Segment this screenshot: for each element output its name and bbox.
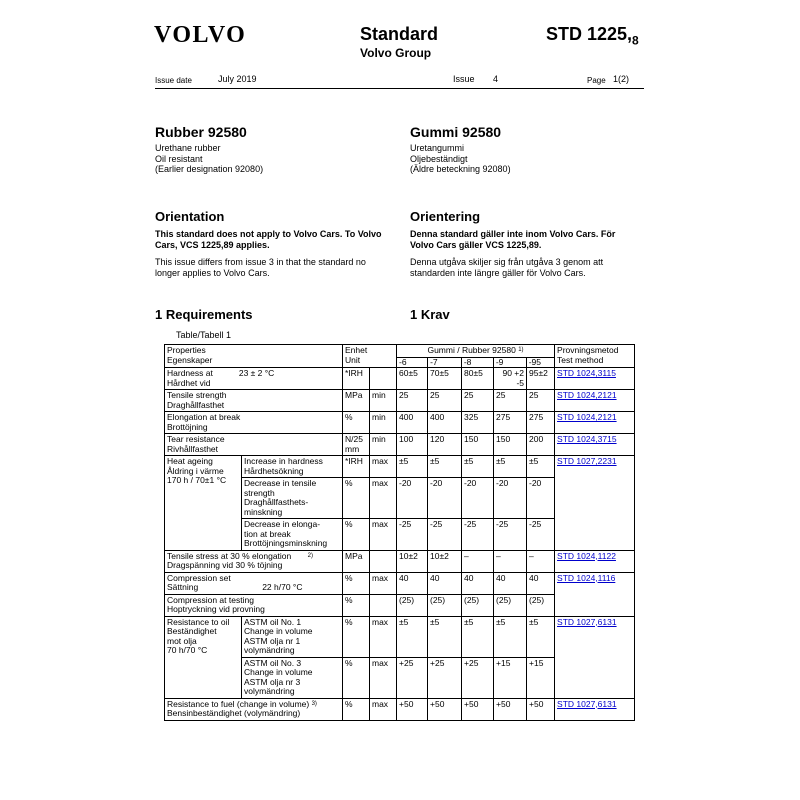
subproperty-line: ASTM olja nr 1 <box>244 635 301 646</box>
property-label: Tensile strength <box>167 390 227 400</box>
subproperty-line: Draghållfasthets- <box>244 497 309 507</box>
header-properties <box>165 345 343 368</box>
value-cell: ±5 <box>462 616 494 657</box>
value-cell: ±5 <box>494 456 527 478</box>
limit-cell: max <box>370 519 397 551</box>
issue-date: July 2019 <box>218 74 257 84</box>
table-row-oil-no1 <box>165 616 635 657</box>
property-cell <box>165 368 343 390</box>
value-cell: 150 <box>494 434 527 456</box>
value-cell: 40 <box>428 572 462 594</box>
requirements-title-sv: 1 Krav <box>410 307 450 322</box>
value-cell: +15 <box>527 657 555 698</box>
document-type: Standard <box>360 24 439 44</box>
orientation-title-sv: Orientering <box>410 209 481 224</box>
subproperty-line: Hårdhetsökning <box>244 465 304 476</box>
value-cell: 10±2 <box>397 550 428 572</box>
test-method-link[interactable]: STD 1027,6131 <box>557 616 617 627</box>
unit-cell: % <box>343 594 370 616</box>
material-desc-line: (Äldre beteckning 92080) <box>410 164 511 174</box>
issue-number: 4 <box>493 74 499 84</box>
material-desc-line: (Earlier designation 92080) <box>155 164 264 174</box>
property-cell <box>165 550 343 572</box>
orientation-title-en: Orientation <box>155 209 225 224</box>
value-cell: ±5 <box>494 616 527 657</box>
value-cell: ±5 <box>462 456 494 478</box>
property-label-sv: Sättning <box>167 582 199 592</box>
subproperty-line: Change in volume <box>244 667 313 677</box>
header-properties-sv: Egenskaper <box>167 354 213 365</box>
subproperty-line: Increase in hardness <box>244 456 323 466</box>
property-label-sv: Bensinbeständighet (volymändring) <box>167 708 301 718</box>
value-cell: 25 <box>462 390 494 412</box>
property-label-sv: Brottöjning <box>167 421 208 432</box>
subproperty-line: strength <box>244 487 275 498</box>
test-method-link[interactable]: STD 1024,2121 <box>557 412 617 422</box>
subproperty-line: ASTM oil No. 1 <box>244 616 302 627</box>
value-cell: +50 <box>527 698 555 720</box>
grade-label: -95 <box>526 358 554 368</box>
header-unit-sv: Enhet <box>345 345 368 355</box>
limit-cell: max <box>370 456 397 478</box>
property-condition: 170 h / 70±1 °C <box>167 475 227 485</box>
value-cell: 275 <box>494 412 527 434</box>
subproperty-line: minskning <box>244 506 283 517</box>
value-cell: 25 <box>527 390 555 412</box>
value-cell: +50 <box>462 698 494 720</box>
property-cell <box>165 698 343 720</box>
value-cell: (25) <box>494 594 527 616</box>
property-label: Heat ageing <box>167 456 213 466</box>
table-row-tear <box>165 434 635 456</box>
subproperty-cell <box>242 657 343 698</box>
header-method-sv: Provningsmetod <box>557 345 619 355</box>
value-cell: 95±2 <box>527 368 555 390</box>
property-label: Resistance to fuel (change in volume) <box>167 698 310 709</box>
limit-cell: max <box>370 657 397 698</box>
property-line: Beständighet <box>167 626 217 636</box>
value-cell: ±5 <box>428 456 462 478</box>
unit-line: N/25 <box>345 434 363 444</box>
value-cell: -20 <box>397 478 428 519</box>
method-cell <box>555 456 635 551</box>
method-cell <box>555 412 635 434</box>
property-label-sv: Hårdhet vid <box>167 377 211 388</box>
value-cell: +15 <box>494 657 527 698</box>
orientation-notice-sv: Denna standard gäller inte inom Volvo Cars. För Volvo Cars gäller VCS 1225,89. <box>410 229 616 250</box>
rubber-group-name: Gummi / Rubber 92580 <box>427 345 516 355</box>
property-cell <box>165 594 343 616</box>
material-desc-line: Urethane rubber <box>155 143 221 153</box>
subproperty-cell <box>242 456 343 478</box>
requirements-title-en: 1 Requirements <box>155 307 253 322</box>
property-cell <box>165 390 343 412</box>
value-cell: +50 <box>397 698 428 720</box>
table-row-elongation <box>165 412 635 434</box>
value-cell: 400 <box>397 412 428 434</box>
value-cell: 70±5 <box>428 368 462 390</box>
limit-cell: max <box>370 616 397 657</box>
unit-cell <box>343 434 370 456</box>
footnote-ref: 2) <box>307 552 313 559</box>
subproperty-line: Decrease in tensile <box>244 478 317 488</box>
subproperty-line: ASTM oil No. 3 <box>244 657 302 668</box>
table-row-tensile <box>165 390 635 412</box>
limit-cell: min <box>370 412 397 434</box>
subproperty-line: Decrease in elonga- <box>244 519 321 529</box>
value-cell: -20 <box>462 478 494 519</box>
material-desc-line: Oljebeständigt <box>410 153 468 164</box>
material-title-en: Rubber 92580 <box>155 124 247 140</box>
method-cell <box>555 594 635 616</box>
value-cell: 25 <box>428 390 462 412</box>
header-unit <box>343 345 397 368</box>
unit-cell: % <box>343 519 370 551</box>
property-line: Resistance to oil <box>167 616 230 627</box>
value-cell: 25 <box>397 390 428 412</box>
unit-cell: MPa <box>343 390 370 412</box>
limit-cell <box>370 594 397 616</box>
unit-cell: % <box>343 657 370 698</box>
table-row-compression-set <box>165 572 635 594</box>
method-cell <box>555 616 635 698</box>
test-method-link[interactable]: STD 1027,2231 <box>557 456 617 466</box>
property-label-sv: Hoptryckning vid provning <box>167 604 265 614</box>
property-condition: 23 ± 2 °C <box>238 368 275 378</box>
standard-number-main: STD 1225, <box>546 24 633 44</box>
property-label: Compression at testing <box>167 594 254 605</box>
unit-cell: MPa <box>343 550 370 572</box>
unit-cell: % <box>343 616 370 657</box>
value-main: 90 +2 <box>502 368 524 378</box>
value-cell: -20 <box>527 478 555 519</box>
subproperty-line: volymändring <box>244 645 295 655</box>
orientation-notice-en: This standard does not apply to Volvo Cars. To Volvo Cars, VCS 1225,89 applies. <box>155 229 382 250</box>
value-cell: 80±5 <box>462 368 494 390</box>
value-cell: – <box>494 550 527 572</box>
value-cell: 150 <box>462 434 494 456</box>
limit-cell <box>370 550 397 572</box>
material-desc-en <box>155 143 263 175</box>
test-method-link[interactable]: STD 1027,6131 <box>557 698 617 709</box>
limit-cell <box>370 368 397 390</box>
value-cell: +50 <box>494 698 527 720</box>
test-method-link[interactable]: STD 1024,3115 <box>557 368 616 378</box>
property-cell <box>165 616 242 698</box>
unit-cell: *IRH <box>343 456 370 478</box>
value-cell: (25) <box>527 594 555 616</box>
unit-cell: % <box>343 572 370 594</box>
orientation-text-sv: Denna utgåva skiljer sig från utgåva 3 genom att standarden inte längre gäller för Volvo Cars. <box>410 257 604 278</box>
value-cell: 40 <box>462 572 494 594</box>
table-row-heat-ageing-hardness <box>165 456 635 478</box>
value-cell: +50 <box>428 698 462 720</box>
value-cell: 325 <box>462 412 494 434</box>
table-caption: Table/Tabell 1 <box>176 330 232 340</box>
issue-label: Issue <box>453 74 475 84</box>
table-row-hardness <box>165 368 635 390</box>
value-cell: 40 <box>527 572 555 594</box>
value-cell: (25) <box>397 594 428 616</box>
value-cell: ±5 <box>527 456 555 478</box>
grade-label: -9 <box>493 358 526 368</box>
value-cell: -25 <box>462 519 494 551</box>
method-cell <box>555 698 635 720</box>
test-method-link[interactable]: STD 1024,1116 <box>557 572 616 583</box>
value-cell: -25 <box>527 519 555 551</box>
header-divider <box>155 88 644 89</box>
header-unit-en: Unit <box>345 354 361 365</box>
method-cell <box>555 434 635 456</box>
subproperty-line: Brottöjningsminskning <box>244 538 328 548</box>
grade-label: -8 <box>461 358 493 368</box>
property-condition: 22 h/70 °C <box>262 582 303 592</box>
unit-cell: % <box>343 412 370 434</box>
value-cell: 10±2 <box>428 550 462 572</box>
test-method-link[interactable]: STD 1024,3715 <box>557 434 617 444</box>
property-label-sv: Draghållfasthet <box>167 399 225 410</box>
property-cell <box>165 456 242 551</box>
property-label: Compression set <box>167 572 231 583</box>
table-row-fuel <box>165 698 635 720</box>
property-label: Tensile stress at 30 % elongation <box>167 550 292 561</box>
value-cell <box>494 368 527 390</box>
value-cell: -20 <box>494 478 527 519</box>
value-cell: 200 <box>527 434 555 456</box>
property-label: Tear resistance <box>167 434 225 444</box>
table-row-tensile-stress <box>165 550 635 572</box>
value-cell: 100 <box>397 434 428 456</box>
value-cell: -25 <box>494 519 527 551</box>
property-cell <box>165 412 343 434</box>
method-cell <box>555 550 635 572</box>
value-cell: 40 <box>494 572 527 594</box>
value-tolerance: -5 <box>516 377 524 388</box>
value-cell: 120 <box>428 434 462 456</box>
value-cell: ±5 <box>397 456 428 478</box>
property-label-sv: Dragspänning vid 30 % töjning <box>167 560 283 570</box>
limit-cell: min <box>370 434 397 456</box>
unit-cell: *IRH <box>343 368 370 390</box>
value-cell: +25 <box>428 657 462 698</box>
value-cell: (25) <box>462 594 494 616</box>
subproperty-line: tion at break <box>244 528 291 539</box>
value-cell: -25 <box>428 519 462 551</box>
value-cell: ±5 <box>527 616 555 657</box>
value-cell: 25 <box>494 390 527 412</box>
header-test-method <box>555 345 635 368</box>
header-rubber-group <box>397 345 555 368</box>
material-desc-line: Oil resistant <box>155 153 203 164</box>
value-cell: 275 <box>527 412 555 434</box>
property-cell <box>165 434 343 456</box>
issue-date-label: Issue date <box>155 76 192 85</box>
value-cell: 40 <box>397 572 428 594</box>
subproperty-line: Change in volume <box>244 626 313 636</box>
property-label-sv: Åldring i värme <box>167 465 224 476</box>
property-cell <box>165 572 343 594</box>
property-line <box>167 583 340 593</box>
value-cell: ±5 <box>397 616 428 657</box>
unit-cell: % <box>343 698 370 720</box>
limit-cell: max <box>370 698 397 720</box>
standard-number-suffix: 8 <box>632 33 639 48</box>
subproperty-cell <box>242 478 343 519</box>
page-number: 1(2) <box>613 74 630 84</box>
material-desc-sv <box>410 143 511 175</box>
property-label-sv: Rivhållfasthet <box>167 443 219 454</box>
unit-cell: % <box>343 478 370 519</box>
material-desc-line: Uretangummi <box>410 143 465 153</box>
value-cell: 60±5 <box>397 368 428 390</box>
test-method-link[interactable]: STD 1024,2121 <box>557 390 617 400</box>
table-row-compression-testing <box>165 594 635 616</box>
material-title-sv: Gummi 92580 <box>410 124 502 140</box>
value-cell: 400 <box>428 412 462 434</box>
property-label: Hardness at <box>167 368 213 378</box>
volvo-logo: VOLVO <box>154 22 247 48</box>
requirements-table <box>164 344 635 721</box>
subproperty-cell <box>242 616 343 657</box>
property-line: 70 h/70 °C <box>167 645 208 655</box>
value-cell: -20 <box>428 478 462 519</box>
footnote-ref: 1) <box>518 347 524 353</box>
test-method-link[interactable]: STD 1024,1122 <box>557 550 616 561</box>
value-cell: +25 <box>462 657 494 698</box>
page-label: Page <box>587 76 606 85</box>
limit-cell: min <box>370 390 397 412</box>
method-cell <box>555 572 635 594</box>
footnote-ref: 3) <box>311 700 317 707</box>
subproperty-line: volymändring <box>244 686 295 696</box>
property-label: Elongation at break <box>167 412 241 422</box>
value-cell: ±5 <box>428 616 462 657</box>
rubber-group-title <box>397 345 554 358</box>
unit-line: mm <box>345 443 360 454</box>
standard-number <box>546 24 639 48</box>
subproperty-cell <box>242 519 343 551</box>
grade-label: -7 <box>427 358 461 368</box>
table-header-row <box>165 345 635 368</box>
value-cell: – <box>527 550 555 572</box>
value-cell: +25 <box>397 657 428 698</box>
header-properties-en: Properties <box>167 345 206 355</box>
limit-cell: max <box>370 478 397 519</box>
orientation-text-en: This issue differs from issue 3 in that the standard no longer applies to Volvo Cars. <box>155 257 366 278</box>
limit-cell: max <box>370 572 397 594</box>
method-cell <box>555 390 635 412</box>
value-cell: -25 <box>397 519 428 551</box>
method-cell <box>555 368 635 390</box>
header-method-en: Test method <box>557 354 604 365</box>
rubber-grade-columns <box>397 358 554 368</box>
value-cell: – <box>462 550 494 572</box>
property-line: mot olja <box>167 635 197 646</box>
value-cell: (25) <box>428 594 462 616</box>
document-owner: Volvo Group <box>360 46 432 60</box>
subproperty-line: ASTM olja nr 3 <box>244 676 301 687</box>
grade-label: -6 <box>399 356 407 367</box>
